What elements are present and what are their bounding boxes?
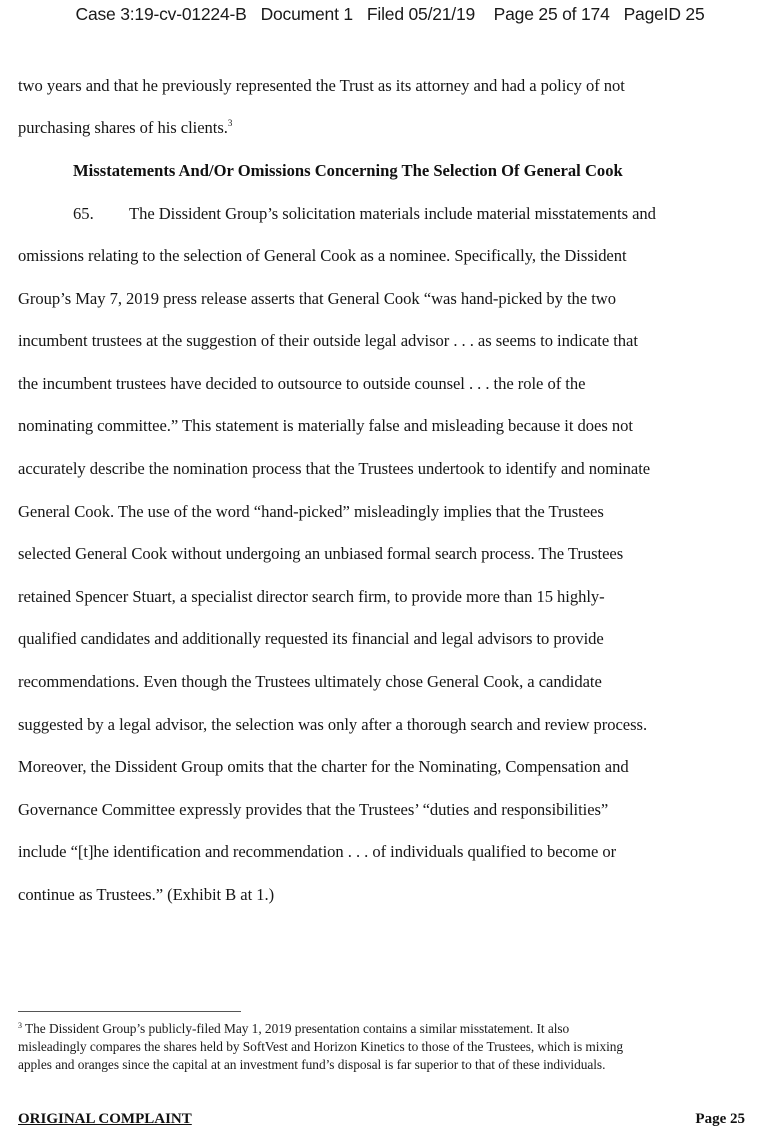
paragraph-line: omissions relating to the selection of General Cook as a nominee. Specifically, the Dissident bbox=[18, 246, 627, 265]
body-text: purchasing shares of his clients. bbox=[18, 118, 228, 137]
paragraph-line: Group’s May 7, 2019 press release asserts that General Cook “was hand-picked by the two bbox=[18, 288, 616, 308]
paragraph-line: Governance Committee expressly provides that the Trustees’ “duties and responsibilities” bbox=[18, 799, 609, 819]
section-heading: Misstatements And/Or Omissions Concerning The Selection Of General Cook bbox=[73, 161, 623, 180]
page-number-footer: Page 25 bbox=[695, 1111, 745, 1127]
footnote-text: The Dissident Group’s publicly-filed May 1, 2019 presentation contains a similar misstatement. It also bbox=[21, 1021, 570, 1036]
paragraph-line: continue as Trustees.” (Exhibit B at 1.) bbox=[18, 885, 275, 904]
paragraph-line: accurately describe the nomination process that the Trustees undertook to identify and nominate bbox=[18, 459, 651, 478]
paragraph-line: incumbent trustees at the suggestion of their outside legal advisor . . . as seems to indicate that bbox=[18, 331, 638, 351]
document-title-footer: ORIGINAL COMPLAINT bbox=[18, 1111, 192, 1127]
paragraph-line: General Cook. The use of the word “hand-picked” misleadingly implies that the Trustees bbox=[18, 501, 604, 521]
footnote-reference[interactable]: 3 bbox=[227, 118, 233, 128]
footnote-line: apples and oranges since the capital at an investment fund’s disposal is far superior to that of these individuals. bbox=[18, 1057, 606, 1072]
paragraph-line: qualified candidates and additionally requested its financial and legal advisors to provide bbox=[18, 629, 604, 649]
paragraph-line: selected General Cook without undergoing an unbiased formal search process. The Trustees bbox=[18, 544, 624, 564]
paragraph-line: suggested by a legal advisor, the selection was only after a thorough search and review process. bbox=[18, 714, 648, 734]
paragraph-number: 65. bbox=[73, 204, 94, 223]
footnote-marker: 3 bbox=[18, 1021, 22, 1030]
paragraph-line: retained Spencer Stuart, a specialist director search firm, to provide more than 15 highly- bbox=[18, 586, 605, 606]
case-header-stamp: Case 3:19-cv-01224-B Document 1 Filed 05/21/19 Page 25 of 174 PageID 25 bbox=[75, 4, 705, 24]
paragraph-line: the incumbent trustees have decided to outsource to outside counsel . . . the role of the bbox=[18, 373, 586, 393]
body-text-line bbox=[18, 118, 232, 138]
paragraph-line: include “[t]he identification and recommendation . . . of individuals qualified to become or bbox=[18, 842, 617, 862]
footnote-line: misleadingly compares the shares held by SoftVest and Horizon Kinetics to those of the Trustees, which is mixing bbox=[18, 1039, 624, 1054]
paragraph-line: nominating committee.” This statement is materially false and misleading because it does not bbox=[18, 416, 633, 436]
paragraph-first-line: The Dissident Group’s solicitation materials include material misstatements and bbox=[129, 204, 656, 223]
body-text-line: two years and that he previously represented the Trust as its attorney and had a policy of not bbox=[18, 76, 625, 95]
paragraph-line: recommendations. Even though the Trustees ultimately chose General Cook, a candidate bbox=[18, 672, 602, 691]
footnote-separator bbox=[18, 1011, 241, 1012]
paragraph-line: Moreover, the Dissident Group omits that the charter for the Nominating, Compensation and bbox=[18, 757, 629, 777]
footnote-line bbox=[18, 1021, 569, 1037]
